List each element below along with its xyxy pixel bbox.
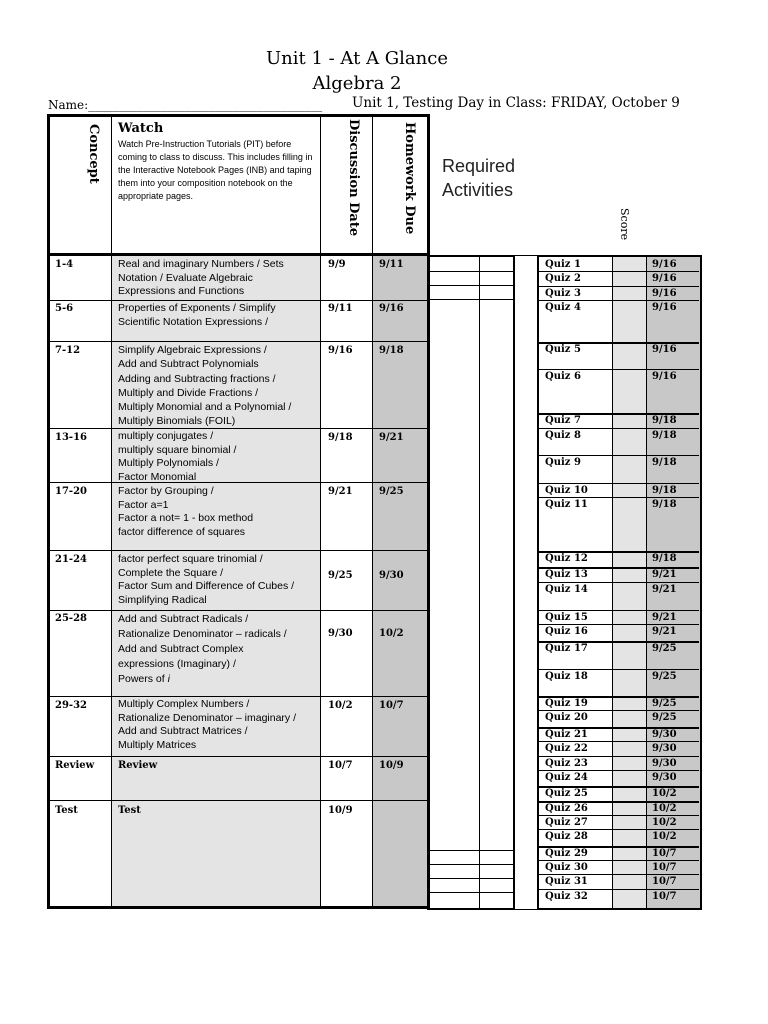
quiz-date: 10/2: [652, 831, 677, 842]
quiz-date: 10/7: [652, 862, 677, 873]
discussion-date-cell: 10/7: [328, 760, 353, 771]
activity-row-line: [429, 850, 513, 851]
quiz-date: 9/18: [652, 430, 677, 441]
concept-cell: Review: [55, 760, 95, 771]
quiz-name: Quiz 5: [545, 344, 581, 355]
quiz-date: 9/18: [652, 485, 677, 496]
row-divider: [50, 550, 427, 551]
discussion-date-cell: 10/9: [328, 805, 353, 816]
quiz-row-divider: [539, 624, 699, 625]
watch-cell: [118, 485, 318, 539]
quiz-row-divider: [539, 801, 699, 803]
watch-line: factor perfect square trinomial /: [118, 553, 263, 565]
discussion-date-cell: 9/9: [328, 259, 346, 270]
homework-due-cell: 9/11: [379, 259, 404, 270]
watch-line: Factor a not= 1 - box method: [118, 512, 254, 524]
row-divider: [50, 300, 427, 301]
watch-line: Factor a=1: [118, 498, 169, 511]
quiz-date: 9/16: [652, 344, 677, 355]
quiz-name: Quiz 26: [545, 803, 588, 814]
quiz-row-divider: [539, 271, 699, 272]
quiz-row-divider: [539, 582, 699, 583]
required-activities-header: [442, 154, 515, 202]
quiz-date: 9/21: [652, 612, 677, 623]
quiz-row-divider: [539, 428, 699, 429]
activities-extra-column: [515, 255, 538, 910]
watch-line: Notation / Evaluate Algebraic: [118, 271, 253, 284]
col-divider-1: [111, 117, 112, 906]
watch-line: Multiply Monomial and a Polynomial /: [118, 401, 292, 414]
watch-line: Multiply Polynomials /: [118, 457, 219, 469]
quiz-name: Quiz 12: [545, 553, 588, 564]
watch-cell: [118, 804, 318, 818]
quiz-date: 10/7: [652, 848, 677, 859]
quiz-date: 9/16: [652, 302, 677, 313]
quiz-date: 9/30: [652, 729, 677, 740]
quiz-date: 9/21: [652, 569, 677, 580]
watch-cell: [118, 612, 318, 687]
quiz-name: Quiz 15: [545, 612, 588, 623]
watch-line: Adding and Subtracting fractions /: [118, 372, 276, 385]
watch-line: multiply conjugates /: [118, 430, 214, 442]
quiz-row-divider: [539, 413, 699, 415]
quiz-row-divider: [539, 300, 699, 301]
watch-line: Properties of Exponents / Simplify: [118, 302, 276, 314]
watch-line: Add and Subtract Complex: [118, 643, 244, 655]
quiz-row-divider: [539, 610, 699, 611]
testing-day-text: Unit 1, Testing Day in Class: FRIDAY, October 9: [352, 95, 680, 111]
quiz-row-divider: [539, 369, 699, 370]
quiz-date: 9/30: [652, 772, 677, 783]
concept-cell: 5-6: [55, 303, 74, 314]
required-activities-line-1: Required: [442, 156, 516, 176]
quiz-row-divider: [539, 641, 699, 643]
quiz-row-divider: [539, 696, 699, 698]
watch-line: Complete the Square /: [118, 566, 224, 579]
page-title: Unit 1 - At A Glance: [265, 48, 448, 69]
concept-cell: 29-32: [55, 700, 87, 711]
watch-line: Real and imaginary Numbers / Sets: [118, 258, 284, 270]
quiz-date: 9/25: [652, 698, 677, 709]
watch-line: expressions (Imaginary) /: [118, 658, 236, 670]
watch-line: Add and Subtract Radicals /: [118, 613, 249, 625]
watch-line: Multiply Matrices: [118, 738, 197, 751]
quiz-row-divider: [539, 669, 699, 670]
quiz-name: Quiz 4: [545, 302, 581, 313]
quiz-date: 10/2: [652, 788, 677, 799]
quiz-row-divider: [539, 727, 699, 729]
quiz-date: 9/18: [652, 415, 677, 426]
quiz-name: Quiz 17: [545, 643, 588, 654]
discussion-date-cell: 9/30: [328, 628, 353, 639]
imaginary-unit: i: [167, 673, 170, 685]
watch-cell: [118, 759, 318, 773]
quiz-name: Quiz 8: [545, 430, 581, 441]
watch-cell: [118, 430, 318, 484]
homework-due-cell: 10/9: [379, 760, 404, 771]
row-divider: [50, 696, 427, 697]
required-activities-line-2: Activities: [442, 180, 514, 200]
quiz-name: Quiz 32: [545, 891, 588, 902]
quiz-name: Quiz 2: [545, 273, 581, 284]
row-divider: [50, 341, 427, 342]
quiz-date: 9/16: [652, 273, 677, 284]
quiz-row-divider: [539, 455, 699, 456]
quiz-name: Quiz 23: [545, 758, 588, 769]
watch-line: Factor Sum and Difference of Cubes /: [118, 580, 295, 592]
watch-line: Test: [118, 805, 141, 816]
discussion-date-cell: 10/2: [328, 700, 353, 711]
quiz-row-divider: [539, 786, 699, 788]
quiz-name: Quiz 1: [545, 259, 581, 270]
quiz-name: Quiz 30: [545, 862, 588, 873]
quiz-date: 9/30: [652, 743, 677, 754]
watch-cell: [118, 553, 318, 607]
quiz-date: 9/16: [652, 259, 677, 270]
quiz-date: 9/21: [652, 626, 677, 637]
homework-due-cell: 9/21: [379, 432, 404, 443]
col-divider-2: [320, 117, 321, 906]
homework-due-cell: 9/30: [379, 570, 404, 581]
watch-line: Add and Subtract Matrices /: [118, 725, 248, 737]
quiz-row-divider: [539, 551, 699, 553]
homework-due-cell: 9/16: [379, 303, 404, 314]
activity-row-line: [429, 271, 513, 272]
score-header: Score: [618, 208, 631, 241]
activities-grid: [427, 255, 515, 910]
quiz-name: Quiz 29: [545, 848, 588, 859]
watch-line: Powers of i: [118, 673, 170, 685]
activity-row-line: [429, 892, 513, 893]
watch-header: Watch: [118, 121, 164, 136]
quiz-name: Quiz 13: [545, 569, 588, 580]
quiz-date: 10/7: [652, 876, 677, 887]
homework-due-cell: 10/2: [379, 628, 404, 639]
watch-line: Rationalize Denominator – radicals /: [118, 628, 287, 640]
row-divider: [50, 800, 427, 801]
watch-line: Simplify Algebraic Expressions /: [118, 344, 267, 356]
quiz-name: Quiz 31: [545, 876, 588, 887]
homework-due-cell: 9/25: [379, 486, 404, 497]
quiz-row-divider: [539, 756, 699, 757]
quiz-date: 10/7: [652, 891, 677, 902]
quiz-row-divider: [539, 741, 699, 742]
quiz-row-divider: [539, 770, 699, 771]
quiz-name: Quiz 22: [545, 743, 588, 754]
quiz-name: Quiz 16: [545, 626, 588, 637]
quiz-date: 9/16: [652, 371, 677, 382]
quiz-name: Quiz 9: [545, 457, 581, 468]
quiz-name: Quiz 21: [545, 729, 588, 740]
quiz-name: Quiz 27: [545, 817, 588, 828]
quiz-row-divider: [539, 286, 699, 287]
concept-cell: 17-20: [55, 486, 87, 497]
quiz-row-divider: [539, 710, 699, 711]
concept-cell: Test: [55, 805, 78, 816]
quiz-date: 10/2: [652, 803, 677, 814]
concept-header: Concept: [86, 124, 101, 184]
quiz-row-divider: [539, 874, 699, 875]
watch-line: Review: [118, 760, 158, 771]
quiz-name: Quiz 20: [545, 712, 588, 723]
quiz-date: 9/25: [652, 712, 677, 723]
homework-due-header: Homework Due: [402, 122, 417, 235]
quiz-row-divider: [539, 829, 699, 830]
quiz-name: Quiz 18: [545, 671, 588, 682]
watch-cell: [118, 343, 318, 429]
watch-line: multiply square binomial /: [118, 443, 237, 456]
activity-row-line: [429, 299, 513, 300]
discussion-date-cell: 9/25: [328, 570, 353, 581]
col-divider-3: [372, 117, 373, 906]
watch-cell: [118, 302, 318, 329]
quiz-name: Quiz 7: [545, 415, 581, 426]
quiz-date: 9/18: [652, 553, 677, 564]
page-subtitle: Algebra 2: [312, 73, 402, 94]
quiz-date: 9/21: [652, 584, 677, 595]
watch-line: Factor Monomial: [118, 470, 197, 483]
quiz-date: 9/18: [652, 457, 677, 468]
activity-row-line: [429, 285, 513, 286]
quiz-name: Quiz 24: [545, 772, 588, 783]
watch-line: factor difference of squares: [118, 525, 246, 538]
homework-due-cell: 9/18: [379, 345, 404, 356]
discussion-date-cell: 9/18: [328, 432, 353, 443]
discussion-date-cell: 9/21: [328, 486, 353, 497]
name-field-label: Name:_______________________________________: [48, 98, 323, 112]
homework-due-cell: 10/7: [379, 700, 404, 711]
watch-line: Rationalize Denominator – imaginary /: [118, 711, 297, 724]
discussion-date-cell: 9/16: [328, 345, 353, 356]
quiz-name: Quiz 19: [545, 698, 588, 709]
discussion-date-cell: 9/11: [328, 303, 353, 314]
concept-cell: 25-28: [55, 613, 87, 624]
activities-col-divider: [479, 256, 480, 908]
quiz-row-divider: [539, 497, 699, 498]
quiz-date: 9/25: [652, 643, 677, 654]
quiz-row-divider: [539, 889, 699, 890]
watch-line: Scientific Notation Expressions /: [118, 315, 268, 328]
quiz-date: 9/16: [652, 288, 677, 299]
quiz-date: 10/2: [652, 817, 677, 828]
quiz-name: Quiz 25: [545, 788, 588, 799]
quiz-row-divider: [539, 846, 699, 848]
watch-line: Multiply Binomials (FOIL): [118, 415, 236, 428]
quiz-name: Quiz 3: [545, 288, 581, 299]
quiz-date: 9/25: [652, 671, 677, 682]
watch-line: Simplifying Radical: [118, 593, 207, 606]
discussion-date-header: Discussion Date: [346, 119, 361, 237]
quiz-date: 9/18: [652, 499, 677, 510]
quiz-name: Quiz 10: [545, 485, 588, 496]
watch-line: Expressions and Functions: [118, 285, 245, 297]
quiz-name: Quiz 6: [545, 371, 581, 382]
quiz-row-divider: [539, 342, 699, 344]
watch-cell: [118, 258, 318, 299]
activity-row-line: [429, 878, 513, 879]
quiz-row-divider: [539, 860, 699, 861]
watch-cell: [118, 698, 318, 752]
watch-line: Multiply and Divide Fractions /: [118, 386, 259, 399]
quiz-date: 9/30: [652, 758, 677, 769]
watch-line: Factor by Grouping /: [118, 485, 214, 497]
row-divider: [50, 610, 427, 611]
quiz-name: Quiz 28: [545, 831, 588, 842]
concept-cell: 21-24: [55, 554, 87, 565]
concept-cell: 7-12: [55, 345, 81, 356]
concept-cell: 1-4: [55, 259, 74, 270]
watch-description: Watch Pre-Instruction Tutorials (PIT) before coming to class to discuss. This includes filling in the Interactive Notebook Pages (INB) and taping them into your composition notebook on the appropriate pages.: [118, 139, 313, 201]
concept-cell: 13-16: [55, 432, 87, 443]
quiz-row-divider: [539, 483, 699, 484]
watch-line: Add and Subtract Polynomials: [118, 358, 259, 371]
quiz-name: Quiz 11: [545, 499, 588, 510]
quiz-row-divider: [539, 567, 699, 569]
quiz-name: Quiz 14: [545, 584, 588, 595]
quiz-row-divider: [539, 815, 699, 816]
activity-row-line: [429, 864, 513, 865]
watch-line: Multiply Complex Numbers /: [118, 698, 250, 710]
row-divider: [50, 756, 427, 757]
